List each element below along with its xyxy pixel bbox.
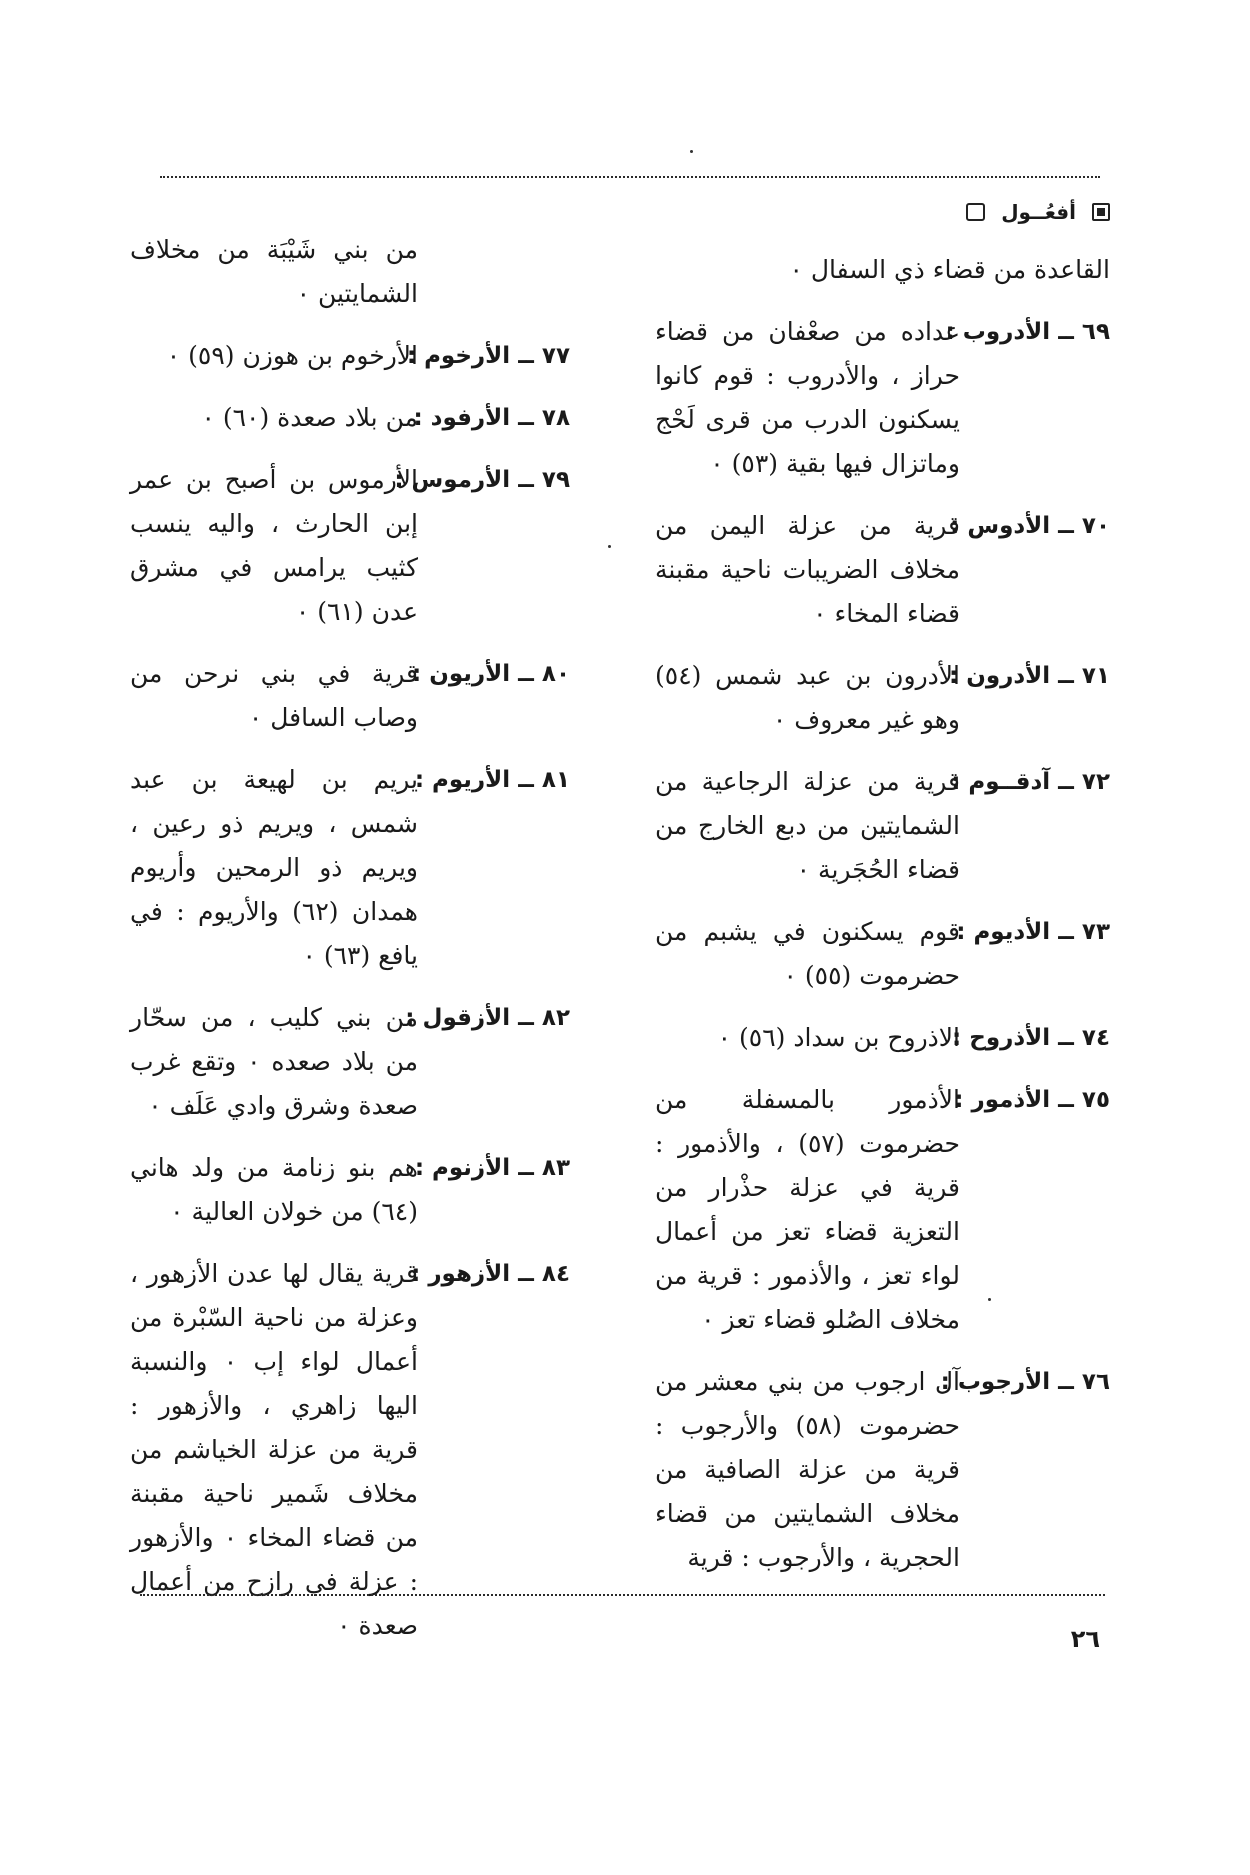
entry-text: من بني كليب ، من سحّار من بلاد صعده ٠ وتقع غرب صعدة وشرق وادي عَلَف ٠ [130, 1003, 419, 1120]
entry-81 [130, 758, 570, 978]
entry-70 [655, 504, 1110, 636]
entry-71 [655, 654, 1110, 742]
right-column [655, 248, 1110, 1598]
entry-text: يريم بن لهيعة بن عبد شمس ، ويريم ذو رعين ، ويريم ذو الرمحين وأريوم همدان (٦٢) والأريوم : في يافع (٦٣) ٠ [130, 765, 418, 970]
running-title: أفعُــول [1001, 200, 1076, 224]
page-number: ٢٦ [1070, 1625, 1100, 1653]
entry-headword: ٧٢ ــ آدقــوم : [951, 769, 1110, 795]
entry-text: الأرخوم بن هوزن (٥٩) ٠ [166, 341, 418, 370]
top-dotted-rule [160, 176, 1100, 178]
scan-speck [988, 1298, 991, 1301]
entry-75 [655, 1078, 1110, 1342]
entry-text: قرية يقال لها عدن الأزهور ، وعزلة من ناحية السّبْرة من أعمال لواء إب ٠ والنسبة اليها زاهري ، والأزهور : قرية من عزلة الخياشم من مخلاف شَمير ناحية مقبنة من قضاء المخاء ٠ والأزهور : عزلة في رازح من أعمال صعدة ٠ [130, 1259, 418, 1640]
entry-80 [130, 652, 570, 740]
entry-73 [655, 910, 1110, 998]
entry-text: الاذروح بن سداد (٥٦) ٠ [717, 1023, 960, 1052]
entry-text: الأدرون بن عبد شمس (٥٤) وهو غير معروف ٠ [655, 661, 960, 734]
entry-text: قرية من عزلة اليمن من مخلاف الضريبات ناحية مقبنة قضاء المخاء ٠ [655, 511, 960, 628]
entry-headword: ٨٢ ــ الأزقول : [405, 1005, 570, 1031]
entry-headword: ٨٤ ــ الأزهور : [411, 1261, 570, 1287]
ornament-box-icon [966, 203, 985, 221]
entry-84 [130, 1252, 570, 1648]
entry-text: الأرموس بن أصبح بن عمر إبن الحارث ، واليه ينسب كثيب يرامس في مشرق عدن (٦١) ٠ [130, 465, 418, 626]
entry-text: من بلاد صعدة (٦٠) ٠ [201, 403, 418, 432]
entry-79 [130, 458, 570, 634]
entry-headword: ٨١ ــ الأريوم : [414, 767, 570, 793]
entry-headword: ٧٣ ــ الأديوم : [956, 919, 1110, 945]
entry-text: عداده من صعْفان من قضاء حراز ، والأدروب : قوم كانوا يسكنون الدرب من قرى لَحْج وماتزال فيها بقية (٥٣) ٠ [655, 317, 960, 478]
entry-text: هم بنو زنامة من ولد هاني (٦٤) من خولان العالية ٠ [130, 1153, 418, 1226]
entry-76 [655, 1360, 1110, 1580]
entry-headword: ٧١ ــ الأدرون : [948, 663, 1110, 689]
running-header [966, 200, 1110, 224]
entry-text: قرية في بني نرحن من وصاب السافل ٠ [130, 659, 418, 732]
entry-text: قوم يسكنون في يشبم من حضرموت (٥٥) ٠ [655, 917, 960, 990]
entry-78 [130, 396, 570, 440]
continuation-text: القاعدة من قضاء ذي السفال ٠ [789, 255, 1110, 284]
bottom-dotted-rule [140, 1594, 1105, 1596]
entry-headword: ٧٨ ــ الأرفود : [413, 405, 570, 431]
entry-headword: ٦٩ ــ الأدروب : [945, 319, 1110, 345]
entry-74 [655, 1016, 1110, 1060]
entry-headword: ٧٩ ــ الأرموس : [394, 467, 570, 493]
left-column [130, 228, 570, 1666]
entry-text: الأذمور بالمسفلة من حضرموت (٥٧) ، والأذمور : قرية في عزلة حذْرار من التعزية قضاء تعز من أعمال لواء تعز ، والأذمور : قرية من مخلاف الصُلو قضاء تعز ٠ [655, 1085, 960, 1334]
entry-77 [130, 334, 570, 378]
entry-headword: ٧٧ ــ الأرخوم : [406, 343, 570, 369]
scan-speck [690, 150, 693, 153]
entry-headword: ٧٤ ــ الأذروح : [952, 1025, 1110, 1051]
continuation-text: من بني شَيْبَة من مخلاف الشمايتين ٠ [130, 235, 418, 308]
scan-speck [608, 545, 611, 548]
entry-83 [130, 1146, 570, 1234]
entry-headword: ٨٠ ــ الأريون : [412, 661, 570, 687]
entry-72 [655, 760, 1110, 892]
entry-text: قرية من عزلة الرجاعية من الشمايتين من دبع الخارج من قضاء الحُجَرية ٠ [655, 767, 960, 884]
entry-headword: ٨٣ ــ الأزنوم : [414, 1155, 570, 1181]
entry-headword: ٧٠ ــ الأدوس : [950, 513, 1110, 539]
entry-69 [655, 310, 1110, 486]
entry-82 [130, 996, 570, 1128]
section-marker-icon [1092, 203, 1110, 221]
entry-text: آل ارجوب من بني معشر من حضرموت (٥٨) والأرجوب : قرية من عزلة الصافية من مخلاف الشمايتين من قضاء الحجرية ، والأرجوب : قرية [655, 1367, 960, 1572]
entry-headword: ٧٦ ــ الأرجوب : [940, 1369, 1110, 1395]
entry-headword: ٧٥ ــ الأذمور : [954, 1087, 1110, 1113]
